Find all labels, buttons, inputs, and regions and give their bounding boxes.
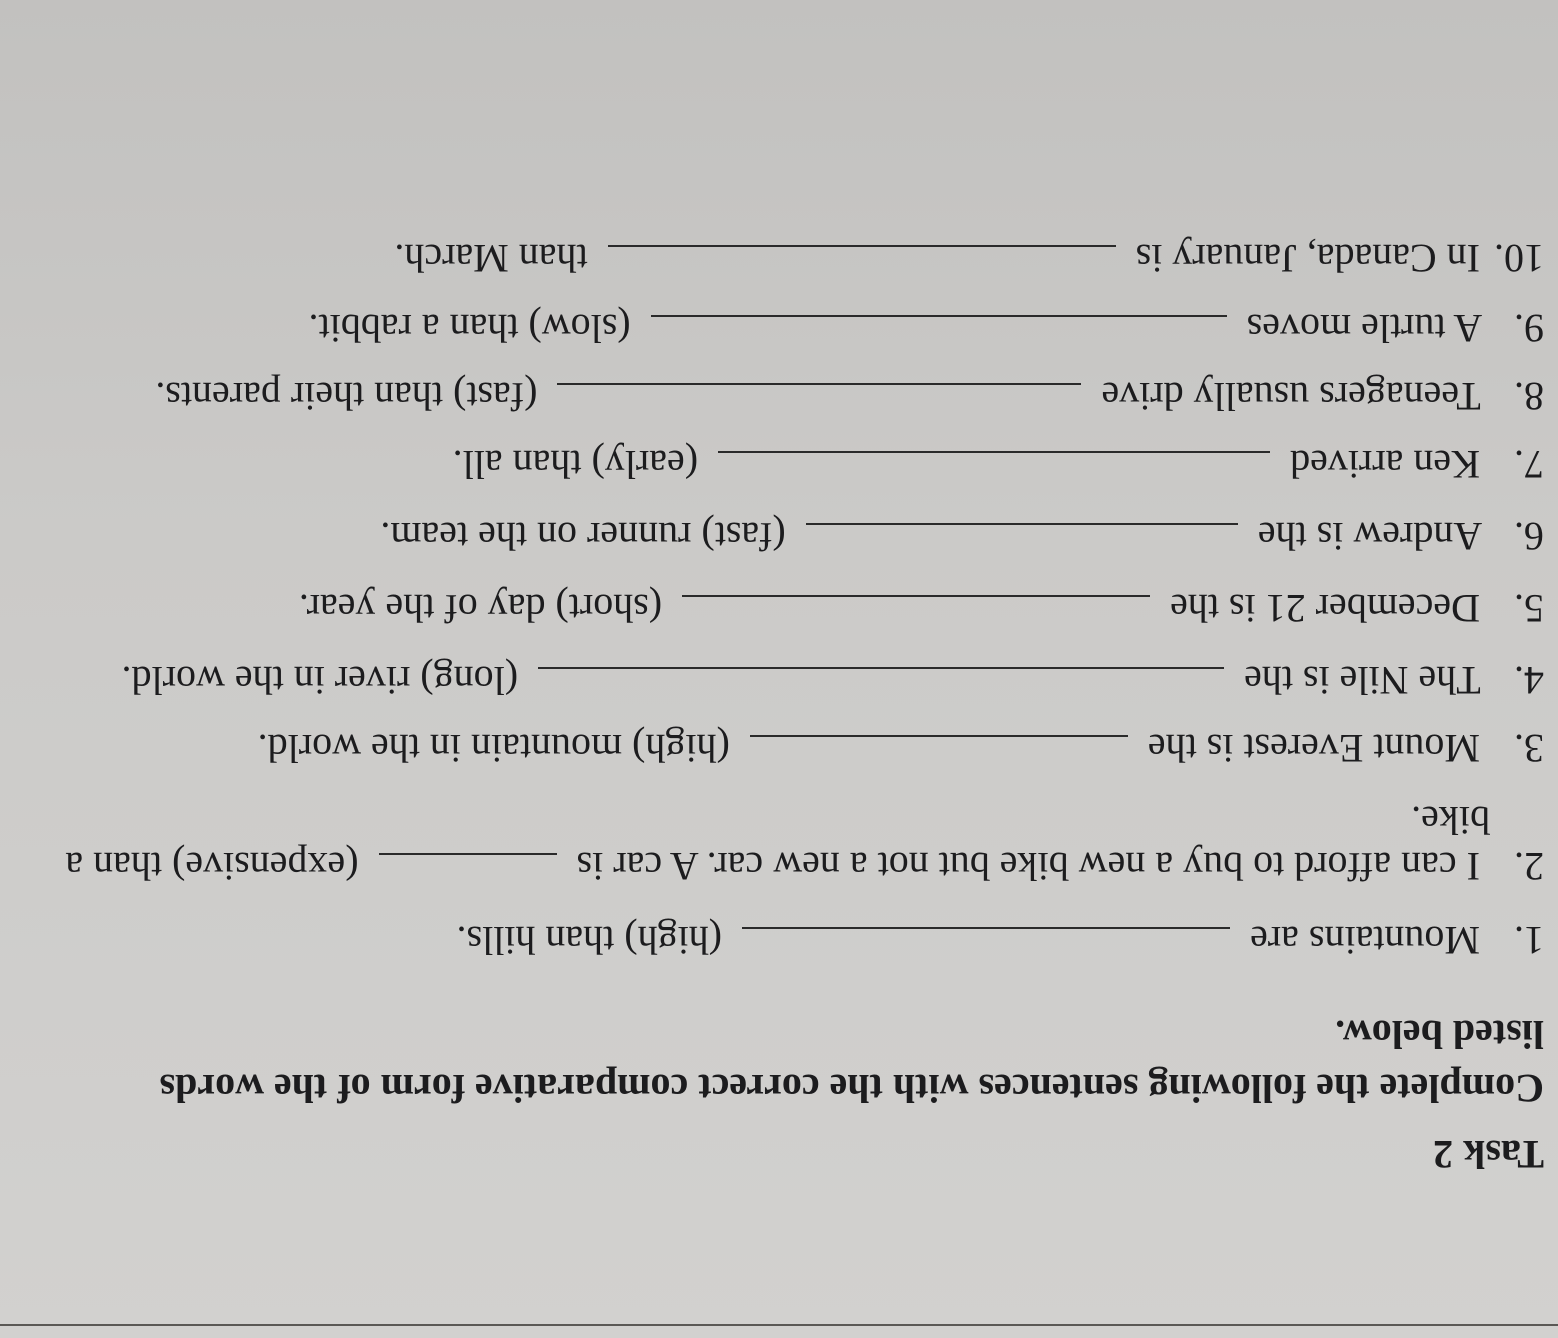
question-7 [44,441,1544,487]
task-instruction: Complete the following sentences with the correct comparative form of the words listed below. [159,1012,1544,1111]
task-title: Task 2 [1433,1132,1544,1177]
question-5 [44,585,1544,631]
answer-blank[interactable] [718,451,1270,481]
question-number: 3. [1514,726,1544,771]
question-6 [44,513,1544,559]
question-text-after: (fast) than their parents. [155,374,538,419]
question-text-before: Teenagers usually drive [1101,374,1481,419]
question-number: 2. [1514,844,1544,889]
question-text-before: Ken arrived [1290,442,1480,487]
question-9 [44,305,1544,351]
answer-blank[interactable] [651,315,1227,345]
question-text-before: The Nile is the [1244,658,1481,703]
question-text-after: (early) than all. [452,442,699,487]
question-text-after: (high) than hills. [456,918,723,963]
question-number: 10. [1494,236,1544,281]
question-8 [44,373,1544,419]
question-number: 7. [1514,442,1544,487]
question-text-before: A turtle moves [1246,306,1483,351]
question-number: 4. [1514,658,1544,703]
paper-edge-line [0,1324,1558,1326]
answer-blank[interactable] [682,595,1150,625]
question-number: 8. [1514,374,1544,419]
question-10 [44,235,1544,281]
answer-blank[interactable] [750,735,1128,765]
question-text-after: (fast) runner on the team. [380,514,786,559]
question-text-before: Mountains are [1250,918,1480,963]
question-number: 6. [1514,514,1544,559]
question-text-before: I can afford to buy a new bike but not a new car. A car is [576,844,1480,889]
answer-blank[interactable] [538,667,1224,697]
question-text-before: In Canada, January is [1135,236,1480,281]
question-continuation: bike. [1411,798,1490,843]
answer-blank[interactable] [557,383,1081,413]
question-text-after: (expensive) than a [65,844,359,889]
question-text-after: (high) mountain in the world. [257,726,730,771]
worksheet-content [44,235,1544,1178]
question-text-after: (long) river in the world. [121,658,519,703]
question-text-after: (short) day of the year. [298,586,663,631]
question-number: 5. [1514,586,1544,631]
answer-blank[interactable] [608,245,1116,275]
question-3 [44,725,1544,771]
question-4 [44,657,1544,703]
answer-blank[interactable] [742,927,1230,957]
question-text-after: (slow) than a rabbit. [308,306,631,351]
question-text-before: Mount Everest is the [1147,726,1480,771]
question-number: 9. [1514,306,1544,351]
answer-blank[interactable] [806,523,1238,553]
question-text-after: than March. [394,236,588,281]
question-text-before: December 21 is the [1170,586,1480,631]
question-1 [44,917,1544,963]
question-text-before: Andrew is the [1257,514,1483,559]
question-number: 1. [1514,918,1544,963]
answer-blank[interactable] [379,853,557,883]
question-2 [44,797,1544,889]
